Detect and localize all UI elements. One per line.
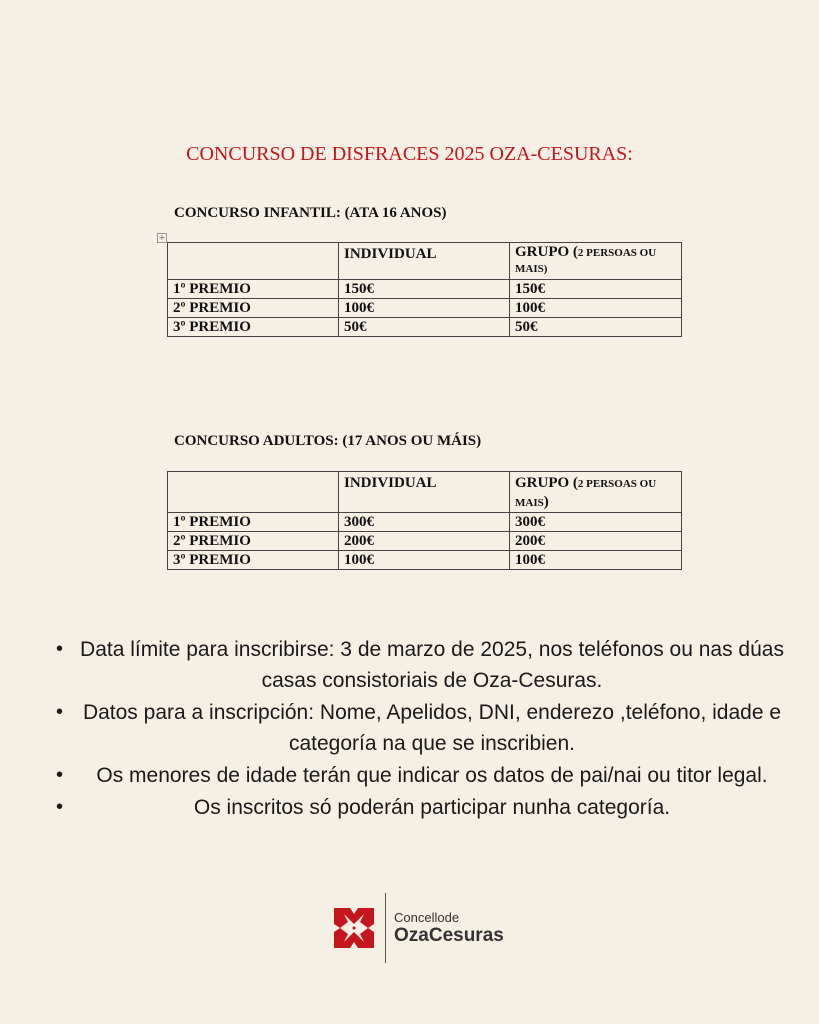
individual-cell: 100€ — [339, 299, 510, 318]
rule-text: Data límite para inscribirse: 3 de marzo de 2025, nos teléfonos ou nas dúas casas consistoriais de Oza-Cesuras. — [80, 638, 784, 692]
premio-cell: 1º PREMIO — [168, 280, 339, 299]
table-header-empty — [168, 472, 339, 513]
grupo-close: ) — [543, 494, 549, 510]
grupo-label: GRUPO ( — [515, 475, 578, 491]
grupo-cell: 300€ — [510, 513, 682, 532]
table-header-grupo — [510, 243, 682, 280]
bullet-icon: • — [56, 638, 64, 660]
logo-divider — [385, 893, 386, 963]
adultos-heading: CONCURSO ADULTOS: (17 ANOS OU MÁIS) — [174, 433, 482, 449]
table-row — [168, 532, 682, 551]
rule-text: Os menores de idade terán que indicar os datos de pai/nai ou titor legal. — [96, 764, 768, 787]
grupo-sublabel: 2 PERSOAS OU MAIS) — [515, 247, 657, 275]
table-header-individual: INDIVIDUAL — [339, 472, 510, 513]
individual-cell: 200€ — [339, 532, 510, 551]
list-item — [48, 634, 788, 696]
page-title: CONCURSO DE DISFRACES 2025 OZA-CESURAS: — [186, 143, 633, 165]
list-item — [48, 697, 788, 759]
table-header-individual: INDIVIDUAL — [339, 243, 510, 280]
grupo-cell: 50€ — [510, 318, 682, 337]
logo-text — [394, 910, 504, 946]
logo-top-text: Concellode — [394, 910, 460, 925]
premio-cell: 2º PREMIO — [168, 532, 339, 551]
individual-cell: 50€ — [339, 318, 510, 337]
table-header-grupo — [510, 472, 682, 513]
rule-text: Datos para a inscripción: Nome, Apelidos, DNI, enderezo ,teléfono, idade e categoría na que se inscribien. — [82, 701, 782, 755]
premio-cell: 3º PREMIO — [168, 551, 339, 570]
bullet-icon: • — [56, 796, 64, 818]
infantil-heading: CONCURSO INFANTIL: (ATA 16 ANOS) — [174, 205, 447, 221]
rules-list — [48, 634, 788, 824]
grupo-label: GRUPO ( — [515, 244, 578, 260]
table-row — [168, 318, 682, 337]
grupo-cell: 150€ — [510, 280, 682, 299]
rule-text: Os inscritos só poderán participar nunha categoría. — [193, 796, 671, 819]
premio-cell: 1º PREMIO — [168, 513, 339, 532]
table-row — [168, 280, 682, 299]
grupo-cell: 100€ — [510, 551, 682, 570]
logo-bottom-text: OzaCesuras — [394, 925, 504, 946]
list-item — [48, 792, 788, 823]
table-row — [168, 513, 682, 532]
individual-cell: 100€ — [339, 551, 510, 570]
list-item — [48, 760, 788, 791]
grupo-cell: 200€ — [510, 532, 682, 551]
premio-cell: 2º PREMIO — [168, 299, 339, 318]
table-header-empty — [168, 243, 339, 280]
bullet-icon: • — [56, 764, 64, 786]
infantil-prize-table — [167, 242, 682, 337]
bullet-icon: • — [56, 701, 64, 723]
premio-cell: 3º PREMIO — [168, 318, 339, 337]
grupo-cell: 100€ — [510, 299, 682, 318]
grupo-sublabel: 2 PERSOAS OU MAIS — [515, 478, 657, 509]
individual-cell: 300€ — [339, 513, 510, 532]
table-move-handle-icon: + — [158, 233, 166, 242]
table-row — [168, 551, 682, 570]
adultos-prize-table — [167, 471, 682, 570]
table-row — [168, 299, 682, 318]
concello-logo — [330, 892, 504, 964]
individual-cell: 150€ — [339, 280, 510, 299]
concello-emblem-icon — [330, 904, 378, 952]
